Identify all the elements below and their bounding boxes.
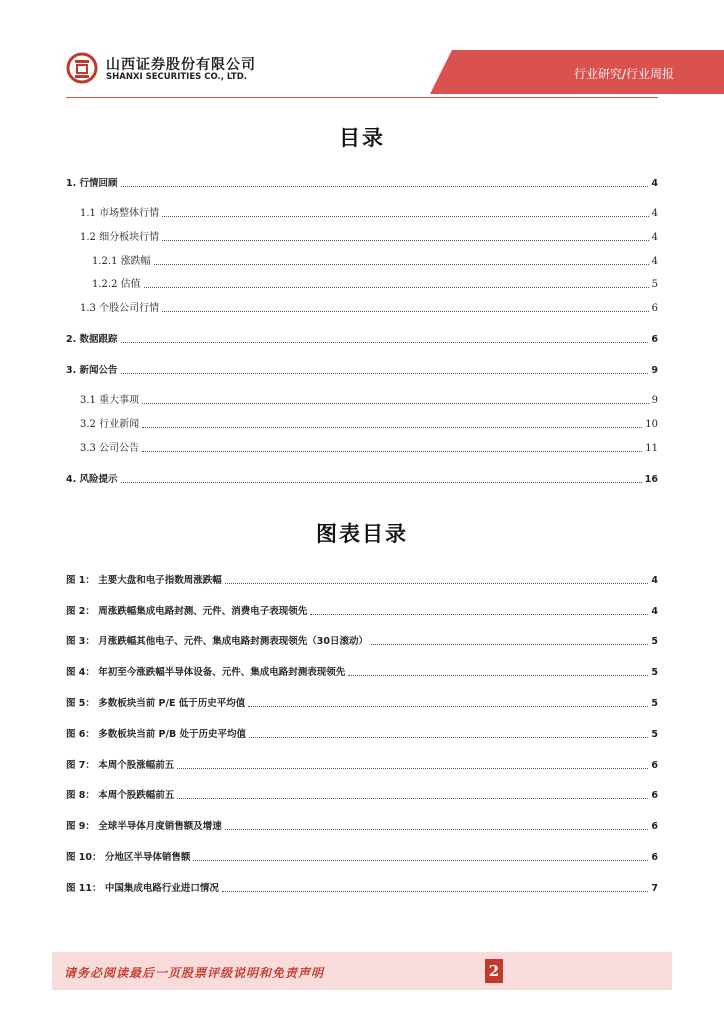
- toc-entry[interactable]: 3.1 重大事项 9: [80, 395, 658, 406]
- toc-entry[interactable]: 2. 数据跟踪 6: [66, 334, 658, 345]
- figure-entry[interactable]: 图 10： 分地区半导体销售额 6: [66, 852, 658, 863]
- toc-entry[interactable]: 1.2.2 估值 5: [92, 279, 658, 290]
- toc-entry[interactable]: 1.3 个股公司行情 6: [80, 303, 658, 314]
- company-logo-icon: [66, 52, 98, 84]
- company-name-en: SHANXI SECURITIES CO., LTD.: [106, 72, 248, 82]
- figure-entry[interactable]: 图 8： 本周个股跌幅前五 6: [66, 790, 658, 801]
- toc-title: 目录: [339, 126, 385, 150]
- figure-entry[interactable]: 图 2： 周涨跌幅集成电路封测、元件、消费电子表现领先 4: [66, 606, 658, 617]
- page-footer: [52, 952, 672, 990]
- figure-entry[interactable]: 图 6： 多数板块当前 P/B 处于历史平均值 5: [66, 729, 658, 740]
- disclaimer-text: 请务必阅读最后一页股票评级说明和免责声明: [64, 966, 325, 980]
- page-header: [0, 0, 724, 100]
- toc-entry[interactable]: 1.1 市场整体行情 4: [80, 208, 658, 219]
- figure-entry[interactable]: 图 5： 多数板块当前 P/E 低于历史平均值 5: [66, 698, 658, 709]
- toc-entry[interactable]: 4. 风险提示 16: [66, 474, 658, 485]
- toc-entry[interactable]: 1.2 细分板块行情 4: [80, 232, 658, 243]
- figure-entry[interactable]: 图 7： 本周个股涨幅前五 6: [66, 760, 658, 771]
- page-number: 2: [485, 959, 503, 983]
- figure-entry[interactable]: 图 4： 年初至今涨跌幅半导体设备、元件、集成电路封测表现领先 5: [66, 667, 658, 678]
- company-name-cn: 山西证券股份有限公司: [106, 57, 256, 73]
- header-divider: [66, 97, 658, 98]
- toc-entry[interactable]: 3. 新闻公告 9: [66, 365, 658, 376]
- figure-entry[interactable]: 图 1： 主要大盘和电子指数周涨跌幅 4: [66, 575, 658, 586]
- toc-entry[interactable]: 3.3 公司公告 11: [80, 443, 658, 454]
- figure-entry[interactable]: 图 3： 月涨跌幅其他电子、元件、集成电路封测表现领先（30日滚动） 5: [66, 636, 658, 647]
- toc-entry[interactable]: 1. 行情回顾 4: [66, 178, 658, 189]
- figure-entry[interactable]: 图 11： 中国集成电路行业进口情况 7: [66, 883, 658, 894]
- report-type: 行业研究/行业周报: [573, 67, 674, 81]
- toc-entry[interactable]: 3.2 行业新闻 10: [80, 419, 658, 430]
- figure-entry[interactable]: 图 9： 全球半导体月度销售额及增速 6: [66, 821, 658, 832]
- figures-title: 图表目录: [316, 522, 408, 546]
- toc-entry[interactable]: 1.2.1 涨跌幅 4: [92, 256, 658, 267]
